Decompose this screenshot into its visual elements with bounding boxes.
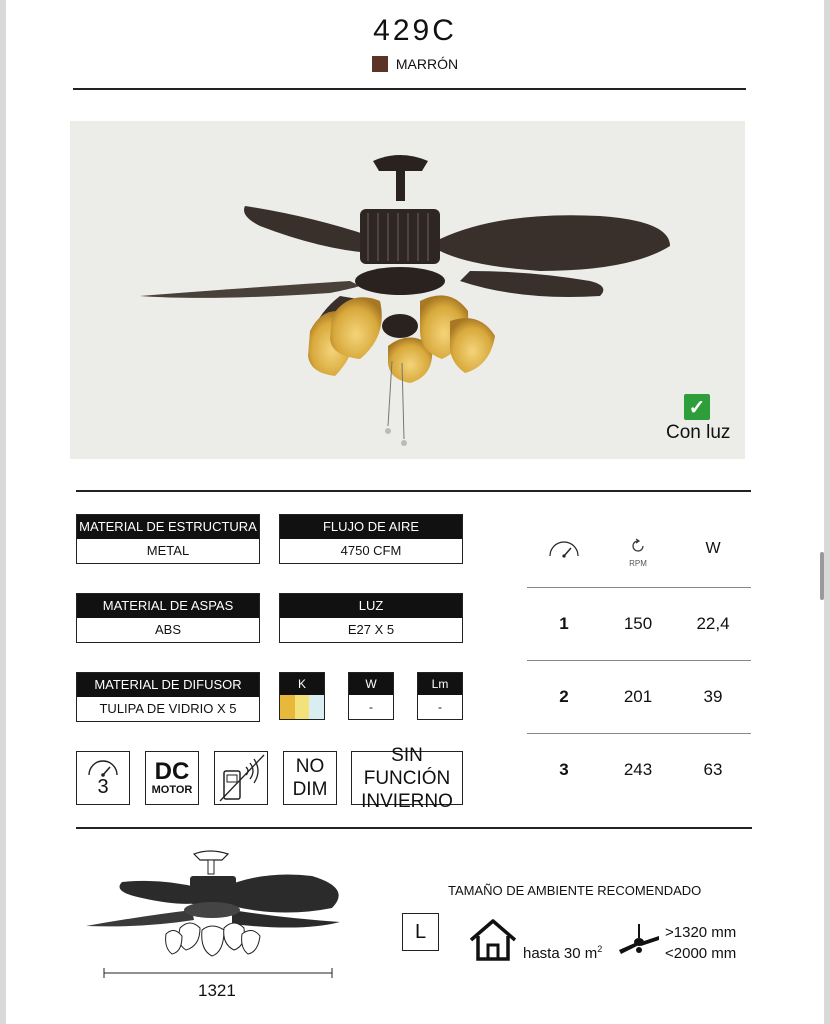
spec-label: W <box>349 673 393 695</box>
scrollbar-thumb[interactable] <box>820 552 824 600</box>
spec-label: MATERIAL DE ESTRUCTURA <box>77 515 259 539</box>
rotation-icon <box>630 538 646 554</box>
remote-control-box <box>214 751 268 805</box>
winter-line-1: SIN FUNCIÓN <box>363 744 451 789</box>
spec-value: TULIPA DE VIDRIO X 5 <box>77 697 259 721</box>
recommended-room-title: TAMAÑO DE AMBIENTE RECOMENDADO <box>448 883 702 898</box>
table-row-divider <box>527 660 751 661</box>
min-ceiling-height: >1320 mm <box>665 924 737 941</box>
room-area-value: hasta 30 m <box>523 945 598 962</box>
no-dim-line-1: NO <box>295 756 325 777</box>
color-swatch <box>372 56 388 72</box>
spec-value: 4750 CFM <box>280 539 462 563</box>
spec-diffuser-material <box>76 672 260 722</box>
with-light-label: Con luz <box>666 422 731 443</box>
spec-value: E27 X 5 <box>280 618 462 642</box>
rpm-cell: 150 <box>623 614 653 633</box>
color-name: MARRÓN <box>395 56 459 72</box>
motor-label: MOTOR <box>151 784 193 796</box>
watts-column-header: W <box>705 540 721 557</box>
room-area-unit-exponent: 2 <box>597 944 603 954</box>
table-row-divider <box>527 733 751 734</box>
page-frame-left <box>0 0 6 1024</box>
ceiling-fan-icon <box>617 924 661 960</box>
spec-value: - <box>369 700 373 714</box>
page-frame-right <box>824 0 830 1024</box>
spec-color-temperature <box>279 672 325 720</box>
color-indicator <box>0 56 830 72</box>
speed-cell: 2 <box>559 687 569 706</box>
no-dim-line-2: DIM <box>292 779 328 800</box>
kelvin-neutral-swatch <box>295 695 310 719</box>
speedometer-icon <box>86 759 120 777</box>
watts-cell: 63 <box>703 760 723 779</box>
watts-cell: 22,4 <box>696 614 730 633</box>
diameter-measure: 1321 <box>198 981 236 1000</box>
remote-control-icon <box>216 753 266 803</box>
speed-cell: 1 <box>559 614 569 633</box>
section-divider-top <box>76 490 751 492</box>
house-icon <box>468 918 518 962</box>
check-icon: ✓ <box>684 394 710 420</box>
fan-line-drawing <box>82 848 348 978</box>
spec-value: METAL <box>77 539 259 563</box>
rpm-cell: 201 <box>623 687 653 706</box>
kelvin-cool-swatch <box>309 695 324 719</box>
no-winter-function-box <box>351 744 463 812</box>
product-photo <box>70 121 745 459</box>
spec-label: FLUJO DE AIRE <box>280 515 462 539</box>
winter-line-2: INVIERNO <box>361 790 453 812</box>
spec-watts <box>348 672 394 720</box>
model-title: 429C <box>373 14 457 47</box>
speed-count: 3 <box>97 776 109 798</box>
kelvin-warm-swatch <box>280 695 295 719</box>
watts-cell: 39 <box>703 687 723 706</box>
header-divider <box>73 88 746 90</box>
speed-count-box <box>76 751 130 805</box>
rpm-cell: 243 <box>623 760 653 779</box>
spec-label: LUZ <box>280 594 462 618</box>
spec-lumens <box>417 672 463 720</box>
room-size-box: L <box>402 913 439 951</box>
spec-value: - <box>438 700 442 714</box>
table-row-divider <box>527 587 751 588</box>
max-ceiling-height: <2000 mm <box>665 945 737 962</box>
dc-motor-box <box>145 751 199 805</box>
speed-column-header <box>534 540 594 563</box>
spec-label: MATERIAL DE DIFUSOR <box>77 673 259 697</box>
rpm-label: RPM <box>629 559 647 568</box>
spec-value: ABS <box>77 618 259 642</box>
no-dim-box <box>283 751 337 805</box>
speedometer-icon <box>547 540 581 558</box>
spec-structure-material <box>76 514 260 564</box>
rpm-column-header <box>608 538 668 568</box>
spec-blade-material <box>76 593 260 643</box>
spec-label: K <box>280 673 324 695</box>
section-divider-bottom <box>76 827 752 829</box>
spec-label: Lm <box>418 673 462 695</box>
spec-label: MATERIAL DE ASPAS <box>77 594 259 618</box>
dc-label: DC <box>154 758 190 785</box>
spec-light <box>279 593 463 643</box>
ceiling-fan-illustration <box>70 121 745 459</box>
spec-airflow <box>279 514 463 564</box>
room-area <box>523 944 602 962</box>
kelvin-swatches <box>280 695 324 719</box>
speed-cell: 3 <box>559 760 569 779</box>
